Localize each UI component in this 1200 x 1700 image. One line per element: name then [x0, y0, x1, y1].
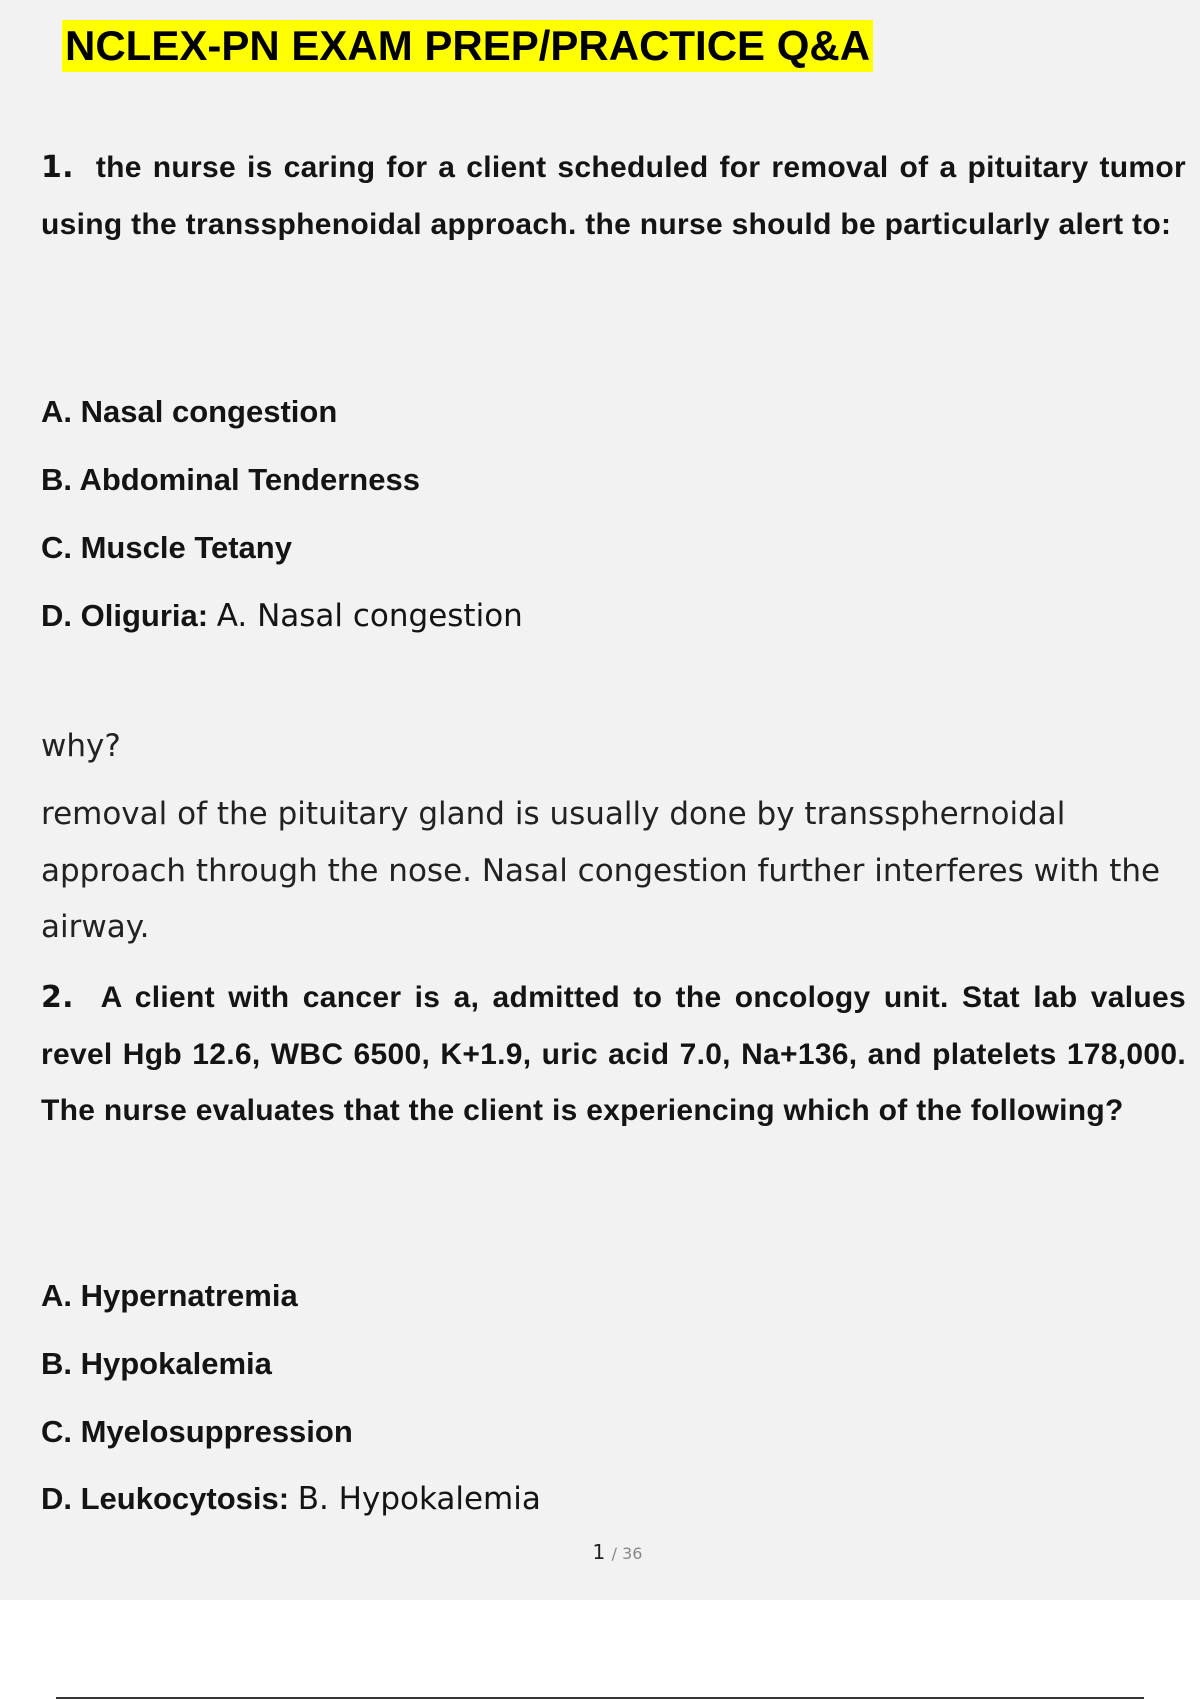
question-2-option-c: C. Myelosuppression	[41, 1414, 353, 1449]
question-2-answer: B. Hypokalemia	[297, 1481, 541, 1517]
question-2-number: 2.	[41, 980, 74, 1015]
question-2-option-b: B. Hypokalemia	[41, 1346, 272, 1381]
question-1-number: 1.	[41, 150, 74, 185]
question-1-explanation	[41, 786, 1200, 956]
question-1-answer: A. Nasal congestion	[216, 598, 523, 634]
question-1-text	[41, 140, 1186, 253]
total-pages: / 36	[611, 1544, 643, 1563]
page-indicator	[0, 1540, 1200, 1564]
question-2-body: A client with cancer is a, admitted to the oncology unit. Stat lab values revel Hgb 12.6, WBC 6500, K+1.9, uric acid 7.0, Na+136, and platelets 178,000. The nurse evaluates that the client is experiencing which of the following?	[41, 981, 1186, 1127]
current-page: 1	[592, 1540, 606, 1564]
explanation-line: airway.	[41, 909, 150, 945]
question-2-text	[41, 970, 1186, 1140]
document-title: NCLEX-PN EXAM PREP/PRACTICE Q&A	[62, 20, 873, 72]
question-2-option-d-label: D. Leukocytosis:	[41, 1481, 290, 1516]
why-heading: why?	[41, 728, 121, 764]
question-1-option-a: A. Nasal congestion	[41, 394, 338, 429]
explanation-line: approach through the nose. Nasal congestion further interferes with the	[41, 852, 1161, 889]
page-divider	[56, 1697, 1144, 1699]
question-1-option-c: C. Muscle Tetany	[41, 530, 292, 565]
question-1-option-d-label: D. Oliguria:	[41, 598, 209, 633]
question-1-option-d	[41, 596, 523, 636]
question-1-option-b: B. Abdominal Tenderness	[41, 462, 420, 497]
question-2-option-d	[41, 1479, 541, 1519]
question-2-option-a: A. Hypernatremia	[41, 1278, 298, 1313]
explanation-line: removal of the pituitary gland is usually done by transsphernoidal	[41, 796, 1066, 832]
question-1-body: the nurse is caring for a client scheduled for removal of a pituitary tumor using the transsphenoidal approach. the nurse should be particularly alert to:	[41, 151, 1186, 241]
